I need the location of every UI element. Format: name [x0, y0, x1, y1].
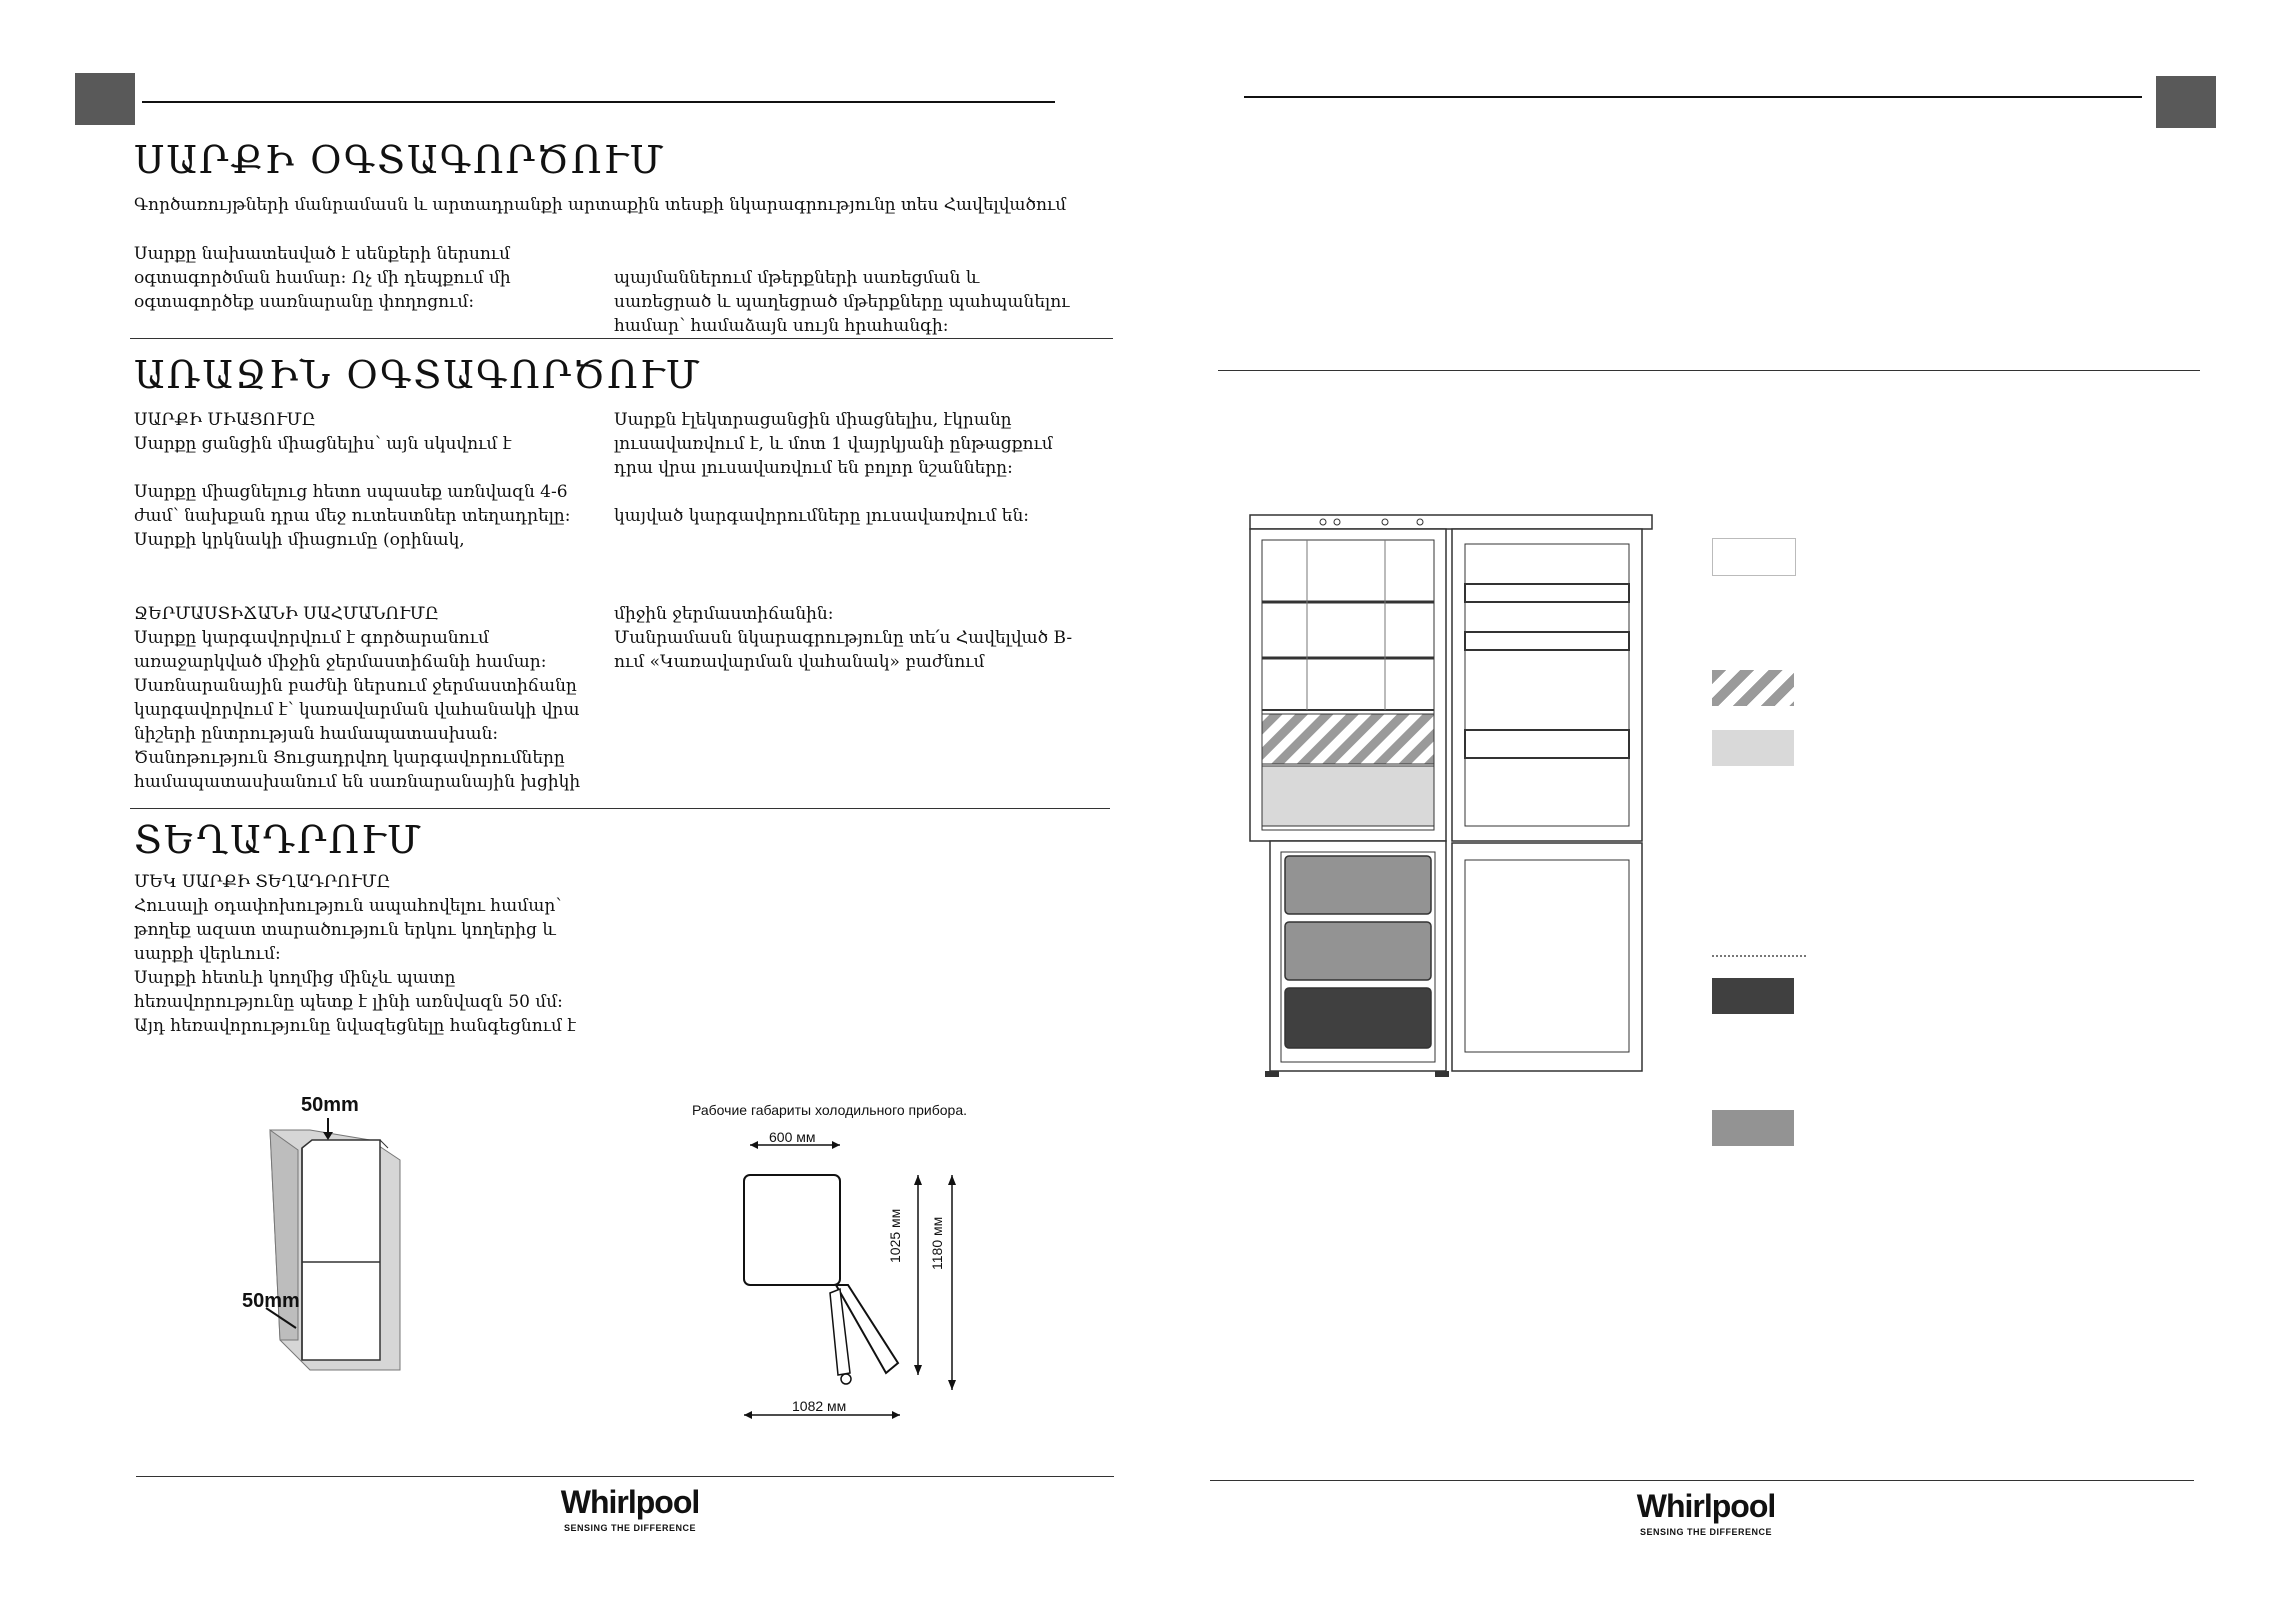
clearance-illustration: [240, 1090, 410, 1380]
logo-slogan: SENSING THE DIFFERENCE: [1639, 1527, 1772, 1537]
logo-brand: Whirlpool: [560, 1484, 700, 1520]
install-line: հեռավորությունը պետք է լինի առնվազն 50 մմ:: [134, 992, 563, 1012]
usage-col1-line: օգտագործեք սառնարանը փողոցում:: [134, 292, 475, 312]
thermostat-col1-line: Սարքը կարգավորվում է գործարանում: [134, 628, 489, 648]
section-title-install: ՏԵՂԱԴՐՈՒՄ: [134, 818, 424, 862]
thermostat-col1-line: համապատասխանում են սառնարանային խցիկի: [134, 772, 581, 792]
first-use-col1-line: ժամ՝ նախքան դրա մեջ ուտեստներ տեղադրելը:: [134, 506, 571, 526]
dimension-depth-label: 1025 мм: [887, 1208, 903, 1263]
legend-swatch-hatched: [1712, 670, 1794, 706]
install-line: Այդ հեռավորությունը նվազեցնելը հանգեցնում է: [134, 1016, 576, 1036]
legend-swatch-medium: [1712, 1110, 1794, 1146]
first-use-col2-line: դրա վրա լուսավառվում են բոլոր նշանները:: [614, 458, 1013, 478]
thermostat-col1-line: ՋԵՐՄԱՍՏԻՃԱՆԻ ՍԱՀՄԱՆՈՒՄԸ: [134, 604, 439, 624]
header-rule-left: [142, 101, 1055, 103]
dimensions-caption: Рабочие габариты холодильного прибора.: [692, 1102, 968, 1118]
usage-col2-line: սառեցրած և պաղեցրած մթերքները պահպանելու: [614, 292, 1070, 312]
install-line: Հուսալի օդափոխություն ապահովելու համար՝: [134, 896, 562, 916]
clearance-top-label: 50mm: [301, 1094, 359, 1116]
clearance-bottom-label: 50mm: [242, 1290, 300, 1312]
usage-col2-line: պայմաններում մթերքների սառեցման և: [614, 268, 980, 288]
section-title-usage: ՍԱՐՔԻ ՕԳՏԱԳՈՐԾՈՒՄ: [134, 138, 666, 182]
dimension-depth-open-label: 1180 мм: [929, 1216, 945, 1270]
install-line: Սարքի հետևի կողմից մինչև պատը: [134, 968, 456, 988]
dimensions-diagram: [730, 1125, 990, 1425]
section-title-first-use: ԱՌԱՋԻՆ ՕԳՏԱԳՈՐԾՈՒՄ: [134, 353, 702, 397]
dimension-bottom-label: 1082 мм: [792, 1398, 847, 1414]
thermostat-col1-line: առաջարկված միջին ջերմաստիճանի համար:: [134, 652, 547, 672]
first-use-col1-line: Սարքը միացնելուց հետո սպասեք առնվազն 4-6: [134, 482, 568, 502]
section-divider: [130, 338, 1113, 339]
usage-col1-line: օգտագործման համար: Ոչ մի դեպքում մի: [134, 268, 511, 288]
page-marker-tab-left: [75, 73, 135, 125]
first-use-col1-line: ՍԱՐՔԻ ՄԻԱՑՈՒՄԸ: [134, 410, 316, 430]
thermostat-col1-line: կարգավորվում է՝ կառավարման վահանակի վրա: [134, 700, 580, 720]
first-use-col2-line: Սարքն էլեկտրացանցին միացնելիս, էկրանը: [614, 410, 1012, 430]
logo-slogan: SENSING THE DIFFERENCE: [563, 1523, 696, 1533]
first-use-col1-line: Սարքի կրկնակի միացումը (օրինակ,: [134, 530, 465, 550]
whirlpool-logo-left: [560, 1484, 700, 1533]
first-use-col2-line: կայված կարգավորումները լուսավառվում են:: [614, 506, 1030, 526]
logo-brand: Whirlpool: [1636, 1488, 1776, 1524]
install-line: ՄԵԿ ՍԱՐՔԻ ՏԵՂԱԴՐՈՒՄԸ: [134, 872, 391, 892]
legend-swatch-light: [1712, 730, 1794, 766]
usage-intro: Գործառույթների մանրամասն և արտադրանքի արտաքին տեսքի նկարագրությունը տես Հավելվածում: [134, 195, 1067, 215]
legend-swatch-dark: [1712, 978, 1794, 1014]
fridge-diagram: [1245, 510, 1665, 1090]
install-line: սարքի վերևում:: [134, 944, 281, 964]
legend-swatch-white: [1712, 538, 1796, 576]
footer-rule-left: [136, 1476, 1114, 1477]
thermostat-col1-line: Սառնարանային բաժնի ներսում ջերմաստիճանը: [134, 676, 577, 696]
thermostat-col1-line: Ծանոթություն Ցուցադրվող կարգավորումները: [134, 748, 565, 768]
section-divider: [130, 808, 1110, 809]
thermostat-col1-line: նիշերի ընտրության համապատասխան:: [134, 724, 499, 744]
thermostat-col2-line: ում «Կառավարման վահանակ» բաժնում: [614, 652, 985, 672]
footer-rule-right: [1210, 1480, 2194, 1481]
header-rule-right: [1244, 96, 2142, 98]
first-use-col1-line: Սարքը ցանցին միացնելիս՝ այն սկսվում է: [134, 434, 512, 454]
usage-col1-line: Սարքը նախատեսված է սենքերի ներսում: [134, 244, 511, 264]
thermostat-col2-line: Մանրամասն նկարագրությունը տե՛ս Հավելված B-: [614, 628, 1073, 648]
first-use-col2-line: լուսավառվում է, և մոտ 1 վայրկյանի ընթացքում: [614, 434, 1053, 454]
section-divider-right: [1218, 370, 2200, 371]
thermostat-col2-line: միջին ջերմաստիճանին:: [614, 604, 834, 624]
legend-dotted-rule: [1712, 955, 1806, 957]
page-marker-tab-right: [2156, 76, 2216, 128]
whirlpool-logo-right: [1636, 1488, 1776, 1537]
install-line: թողեք ազատ տարածություն երկու կողերից և: [134, 920, 556, 940]
usage-col2-line: համար՝ համաձայն սույն հրահանգի:: [614, 316, 949, 336]
dimension-width-label: 600 мм: [769, 1129, 816, 1145]
